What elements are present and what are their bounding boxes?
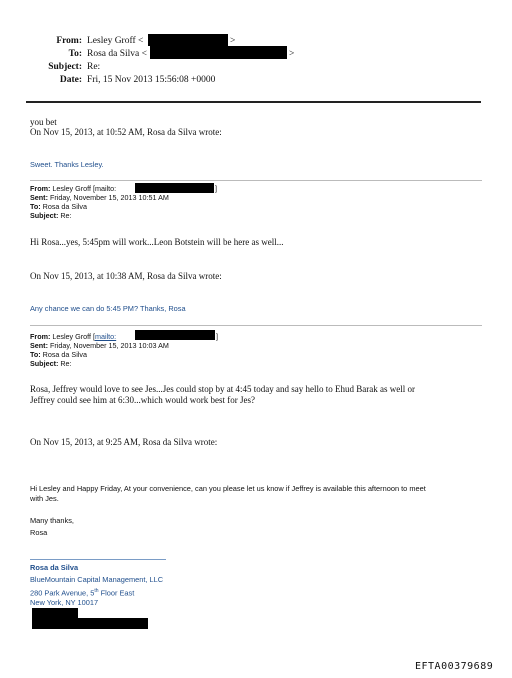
message-body: you bet xyxy=(30,117,57,127)
subject-label: Subject: xyxy=(30,359,59,368)
from-label: From: xyxy=(30,332,51,341)
to-value: Rosa da Silva xyxy=(42,350,87,359)
from-value: Lesley Groff < xyxy=(87,36,144,46)
to-label: To: xyxy=(30,202,41,211)
subject-label: Subject: xyxy=(48,62,82,72)
quote-line: On Nov 15, 2013, at 10:52 AM, Rosa da Silva wrote: xyxy=(30,127,222,137)
date-label: Date: xyxy=(59,75,82,85)
from-label: From: xyxy=(30,184,51,193)
sent-header-subject xyxy=(30,211,72,220)
signature-address-line: New York, NY 10017 xyxy=(30,598,99,607)
address-text: Floor East xyxy=(98,588,135,598)
quote-line: On Nov 15, 2013, at 10:38 AM, Rosa da Silva wrote: xyxy=(30,271,222,281)
redaction-box xyxy=(135,183,214,193)
message-body: Hi Rosa...yes, 5:45pm will work...Leon Botstein will be here as well... xyxy=(30,237,284,247)
signature-company: BlueMountain Capital Management, LLC xyxy=(30,575,164,584)
mailto-link[interactable]: mailto: xyxy=(95,332,117,341)
sent-header-sent xyxy=(30,341,169,350)
to-value: Rosa da Silva < xyxy=(87,49,147,59)
document-id: EFTA00379689 xyxy=(415,661,494,672)
redaction-box xyxy=(135,330,215,340)
message-body: Any chance we can do 5:45 PM? Thanks, Rosa xyxy=(30,304,186,313)
header-divider xyxy=(26,101,481,103)
subject-label: Subject: xyxy=(30,211,59,220)
sent-header-sent xyxy=(30,193,169,202)
sent-header-from xyxy=(30,184,116,193)
from-close-bracket: > xyxy=(230,36,236,46)
redaction-box xyxy=(148,34,228,46)
subject-value: Re: xyxy=(60,211,72,220)
sent-value: Friday, November 15, 2013 10:51 AM xyxy=(49,193,169,202)
sent-label: Sent: xyxy=(30,193,48,202)
from-label: From: xyxy=(56,36,82,46)
subject-value: Re: xyxy=(87,62,101,72)
message-divider xyxy=(30,325,482,326)
from-value: Lesley Groff [ xyxy=(52,332,95,341)
sent-header-to xyxy=(30,350,87,359)
message-body-line: Jeffrey could see him at 6:30...which would work best for Jes? xyxy=(30,395,256,405)
to-label: To: xyxy=(68,49,82,59)
message-body: Sweet. Thanks Lesley. xyxy=(30,160,104,169)
from-close-bracket: ] xyxy=(215,184,217,193)
message-body-line: Hi Lesley and Happy Friday, At your convenience, can you please let us know if Jeffrey is available this afternoon to meet xyxy=(30,484,426,493)
from-value: Lesley Groff [mailto: xyxy=(52,184,117,193)
address-superscript: th xyxy=(94,588,99,594)
redaction-box xyxy=(150,46,287,59)
sent-header-subject xyxy=(30,359,72,368)
to-close-bracket: > xyxy=(289,49,295,59)
closing-line: Many thanks, xyxy=(30,516,74,525)
sent-label: Sent: xyxy=(30,341,48,350)
closing-line: Rosa xyxy=(30,528,48,537)
sent-header-from xyxy=(30,332,116,341)
signature-divider xyxy=(30,559,166,560)
from-close-bracket: ] xyxy=(216,332,218,341)
address-text: 280 Park Avenue, 5 xyxy=(30,588,95,598)
date-value: Fri, 15 Nov 2013 15:56:08 +0000 xyxy=(87,75,216,85)
sent-value: Friday, November 15, 2013 10:03 AM xyxy=(49,341,169,350)
message-body-line: with Jes. xyxy=(30,494,59,503)
subject-value: Re: xyxy=(60,359,72,368)
signature-address-line xyxy=(30,587,134,597)
signature-name: Rosa da Silva xyxy=(30,563,79,572)
message-body-line: Rosa, Jeffrey would love to see Jes...Jes could stop by at 4:45 today and say hello to Ehud Barak as well or xyxy=(30,384,416,394)
to-label: To: xyxy=(30,350,41,359)
sent-header-to xyxy=(30,202,87,211)
message-divider xyxy=(30,180,482,181)
redaction-box xyxy=(32,618,148,629)
quote-line: On Nov 15, 2013, at 9:25 AM, Rosa da Silva wrote: xyxy=(30,437,218,447)
to-value: Rosa da Silva xyxy=(42,202,87,211)
